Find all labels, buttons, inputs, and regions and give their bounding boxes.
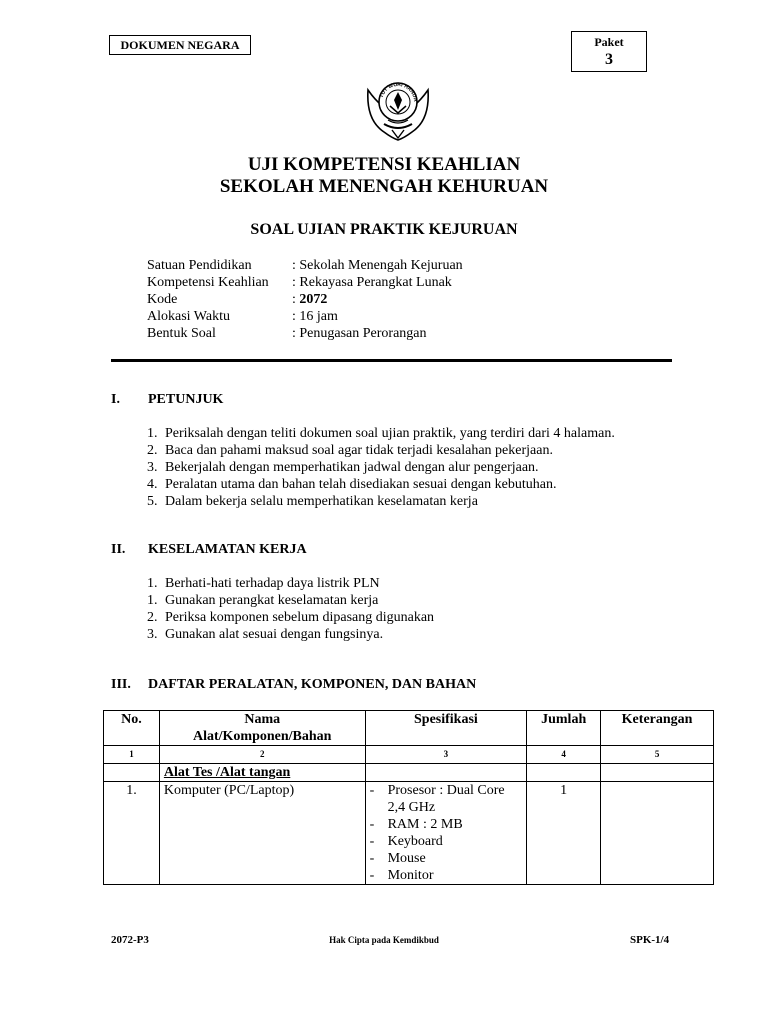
spec-text: Keyboard xyxy=(387,834,443,849)
tut-wuri-handayani-logo xyxy=(362,80,434,146)
header-spesifikasi: Spesifikasi xyxy=(365,711,527,746)
header-nama xyxy=(159,711,365,746)
info-row-kompetensi xyxy=(147,274,463,291)
exam-title: SOAL UJIAN PRAKTIK KEJURUAN xyxy=(250,221,518,238)
table-row xyxy=(104,782,714,885)
spec-text: Monitor xyxy=(387,868,434,883)
table-group-row xyxy=(104,764,714,782)
paket-label: Paket xyxy=(594,35,624,49)
footer-code: 2072-P3 xyxy=(111,934,149,946)
info-key: Kode xyxy=(147,292,178,307)
equipment-table xyxy=(103,710,714,885)
column-number-row xyxy=(104,746,714,764)
paket-number: 3 xyxy=(605,51,613,68)
list-number: 1. xyxy=(147,426,158,441)
list-number: 4. xyxy=(147,477,158,492)
main-title-line-2: SEKOLAH MENENGAH KEHURUAN xyxy=(219,176,549,197)
list-item xyxy=(147,575,434,592)
list-text: Gunakan alat sesuai dengan fungsinya. xyxy=(165,627,384,642)
column-number: 2 xyxy=(159,746,365,764)
spec-text: Prosesor : Dual Core 2,4 GHz xyxy=(387,783,505,815)
list-text: Bekerjalah dengan memperhatikan jadwal dengan alur pengerjaan. xyxy=(165,460,539,475)
header-nama-line-1: Nama xyxy=(244,712,281,727)
list-number: 1. xyxy=(147,593,158,608)
group-empty-cell xyxy=(104,764,160,782)
list-number: 3. xyxy=(147,627,158,642)
column-number: 4 xyxy=(527,746,601,764)
spec-dash: - xyxy=(369,817,375,832)
paket-box xyxy=(571,31,647,72)
header-keterangan: Keterangan xyxy=(601,711,714,746)
spec-text: RAM : 2 MB xyxy=(387,817,463,832)
info-row-satuan xyxy=(147,257,463,274)
list-text: Baca dan pahami maksud soal agar tidak terjadi kesalahan pekerjaan. xyxy=(165,443,553,458)
list-item xyxy=(147,592,434,609)
row-no: 1. xyxy=(104,782,160,885)
info-key: Bentuk Soal xyxy=(147,326,216,341)
list-number: 3. xyxy=(147,460,158,475)
header-no: No. xyxy=(104,711,160,746)
keselamatan-list xyxy=(147,575,434,643)
section-number: II. xyxy=(111,542,126,557)
section-title: KESELAMATAN KERJA xyxy=(148,542,307,557)
list-item xyxy=(147,609,434,626)
column-number: 3 xyxy=(365,746,527,764)
list-text: Peralatan utama dan bahan telah disediakan sesuai dengan kebutuhan. xyxy=(165,477,557,492)
spec-dash: - xyxy=(369,851,375,866)
info-value: : Sekolah Menengah Kejuruan xyxy=(292,258,463,273)
info-value: : Rekayasa Perangkat Lunak xyxy=(292,275,452,290)
header-nama-line-2: Alat/Komponen/Bahan xyxy=(192,729,332,744)
list-item xyxy=(147,493,615,510)
header-jumlah: Jumlah xyxy=(527,711,601,746)
logo-motto-text: TUT WURI HANDA xyxy=(378,81,419,102)
spec-item xyxy=(370,867,523,884)
spec-item xyxy=(370,833,523,850)
list-item xyxy=(147,425,615,442)
document-classification-label: DOKUMEN NEGARA xyxy=(109,35,251,55)
list-item xyxy=(147,626,434,643)
spec-dash: - xyxy=(369,868,375,883)
column-number: 5 xyxy=(601,746,714,764)
info-value: 2072 xyxy=(299,292,328,307)
list-text: Berhati-hati terhadap daya listrik PLN xyxy=(165,576,380,591)
row-keterangan xyxy=(601,782,714,885)
footer-copyright: Hak Cipta pada Kemdikbud xyxy=(329,935,439,945)
list-number: 5. xyxy=(147,494,158,509)
list-text: Periksa komponen sebelum dipasang digunakan xyxy=(165,610,435,625)
info-key: Kompetensi Keahlian xyxy=(147,275,269,290)
section-title: PETUNJUK xyxy=(148,392,224,407)
spec-dash: - xyxy=(369,783,375,798)
list-text: Dalam bekerja selalu memperhatikan keselamatan kerja xyxy=(165,494,478,509)
section-number: I. xyxy=(111,392,120,407)
list-number: 1. xyxy=(147,576,158,591)
info-value: : 16 jam xyxy=(292,309,338,324)
spec-item xyxy=(370,816,523,833)
info-row-bentuk xyxy=(147,325,463,342)
spec-item xyxy=(370,850,523,867)
spec-item xyxy=(370,782,523,816)
exam-info-block xyxy=(147,257,463,342)
petunjuk-list xyxy=(147,425,615,510)
group-empty-cell xyxy=(365,764,527,782)
list-number: 2. xyxy=(147,610,158,625)
list-number: 2. xyxy=(147,443,158,458)
row-spesifikasi xyxy=(365,782,527,885)
list-text: Gunakan perangkat keselamatan kerja xyxy=(165,593,379,608)
main-title-line-1: UJI KOMPETENSI KEAHLIAN xyxy=(247,154,521,175)
header-divider xyxy=(111,359,672,362)
group-label: Alat Tes /Alat tangan xyxy=(159,764,365,782)
footer-page-number: SPK-1/4 xyxy=(630,934,670,946)
info-key: Satuan Pendidikan xyxy=(147,258,252,273)
column-number: 1 xyxy=(104,746,160,764)
info-value: : Penugasan Perorangan xyxy=(292,326,427,341)
group-empty-cell xyxy=(601,764,714,782)
list-item xyxy=(147,442,615,459)
list-item xyxy=(147,476,615,493)
info-row-alokasi xyxy=(147,308,463,325)
table-header-row xyxy=(104,711,714,746)
section-title: DAFTAR PERALATAN, KOMPONEN, DAN BAHAN xyxy=(148,677,477,692)
section-number: III. xyxy=(111,677,131,692)
spec-text: Mouse xyxy=(387,851,426,866)
row-nama: Komputer (PC/Laptop) xyxy=(159,782,365,885)
info-key: Alokasi Waktu xyxy=(147,309,230,324)
group-empty-cell xyxy=(527,764,601,782)
info-row-kode xyxy=(147,291,463,308)
info-value-prefix: : xyxy=(292,292,300,307)
row-jumlah: 1 xyxy=(527,782,601,885)
spec-dash: - xyxy=(369,834,375,849)
list-text: Periksalah dengan teliti dokumen soal ujian praktik, yang terdiri dari 4 halaman. xyxy=(165,426,615,441)
list-item xyxy=(147,459,615,476)
